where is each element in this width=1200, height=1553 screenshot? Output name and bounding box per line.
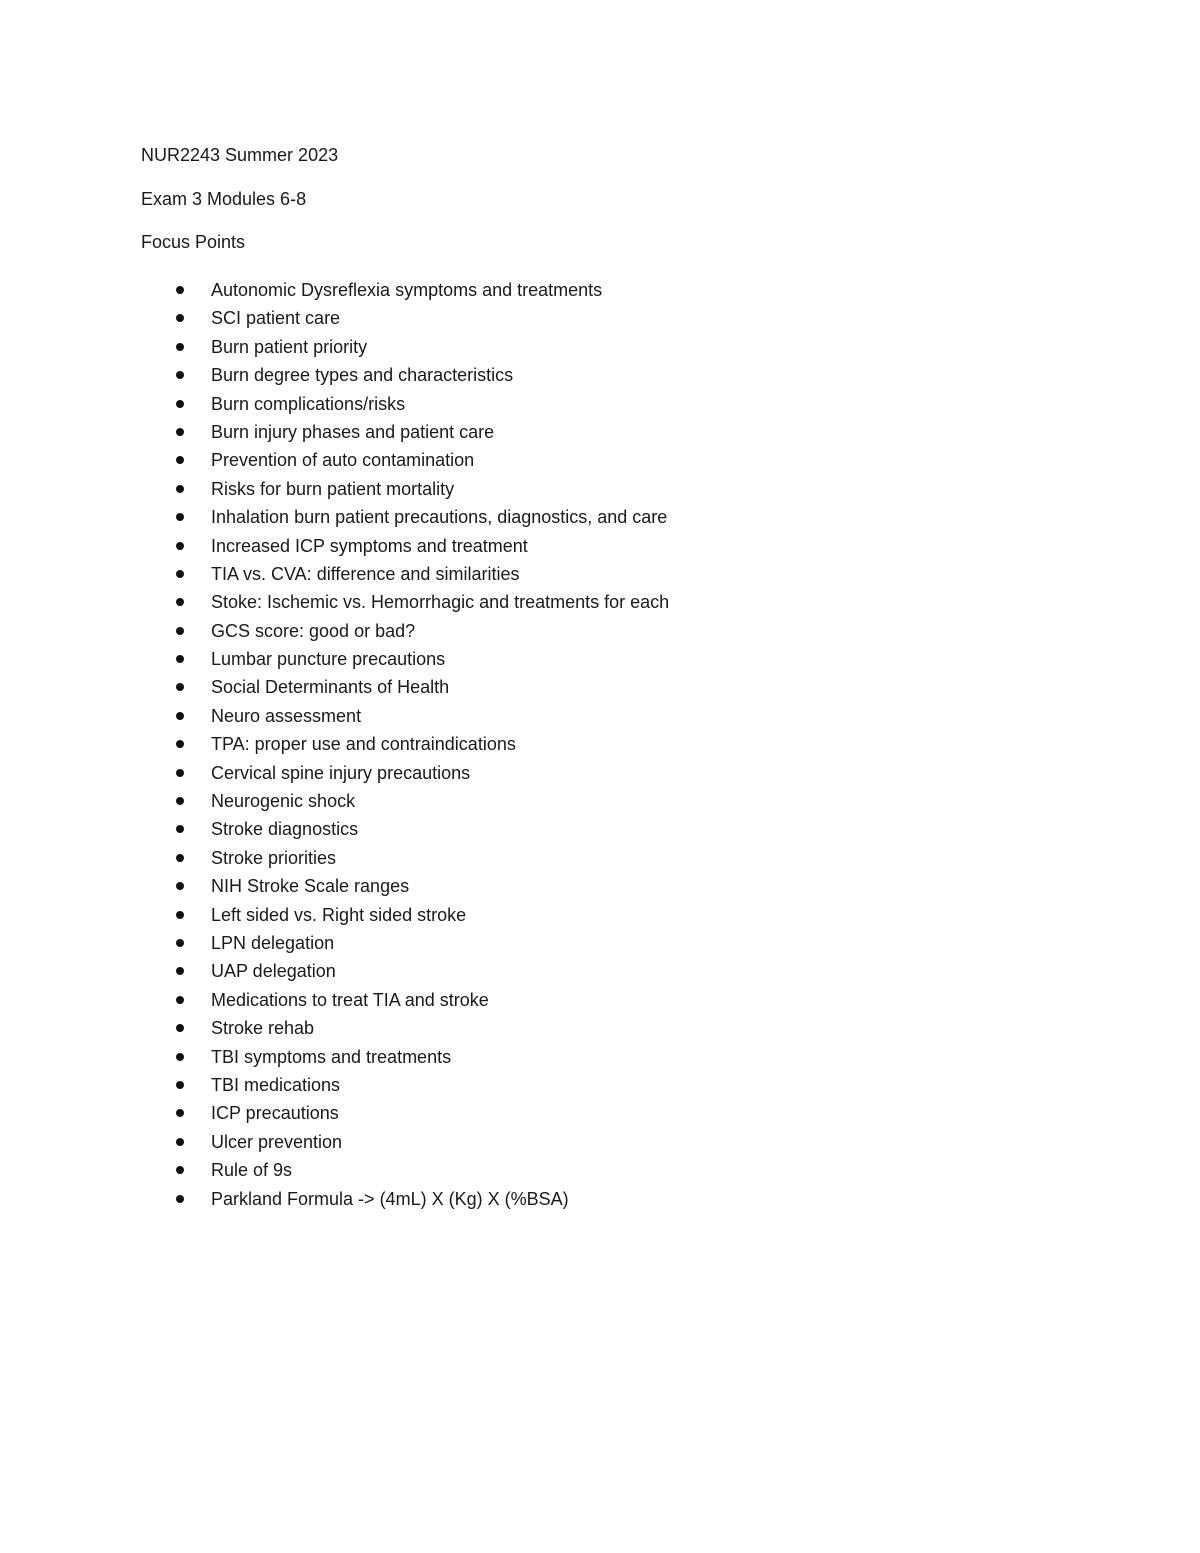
bullet-icon xyxy=(176,598,184,606)
list-item-text: NIH Stroke Scale ranges xyxy=(211,876,410,897)
bullet-icon xyxy=(176,740,184,748)
list-item-text: Rule of 9s xyxy=(211,1160,293,1181)
bullet-icon xyxy=(176,825,184,833)
list-item-text: TIA vs. CVA: difference and similarities xyxy=(211,563,520,584)
list-item-text: Neurogenic shock xyxy=(211,791,356,812)
bullet-icon xyxy=(176,371,184,379)
list-item-text: Burn injury phases and patient care xyxy=(211,421,495,442)
bullet-icon xyxy=(176,286,184,294)
list-item xyxy=(141,304,1061,332)
list-item-text: Burn degree types and characteristics xyxy=(211,365,514,386)
list-item-text: Burn complications/risks xyxy=(211,393,406,414)
list-item xyxy=(141,759,1061,787)
list-item-text: Social Determinants of Health xyxy=(211,677,450,698)
list-item-text: LPN delegation xyxy=(211,932,335,953)
bullet-icon xyxy=(176,967,184,975)
bullet-icon xyxy=(176,1109,184,1117)
list-item-text: GCS score: good or bad? xyxy=(211,620,416,641)
list-item-text: ICP precautions xyxy=(211,1103,339,1124)
list-item xyxy=(141,418,1061,446)
list-item-text: Risks for burn patient mortality xyxy=(211,478,455,499)
bullet-icon xyxy=(176,655,184,663)
list-item xyxy=(141,730,1061,758)
list-item xyxy=(141,815,1061,843)
list-item-text: Stroke diagnostics xyxy=(211,819,359,840)
bullet-icon xyxy=(176,712,184,720)
list-item-text: Inhalation burn patient precautions, diagnostics, and care xyxy=(211,507,668,528)
list-item xyxy=(141,361,1061,389)
bullet-icon xyxy=(176,769,184,777)
list-item-text: Lumbar puncture precautions xyxy=(211,649,446,670)
list-item-text: Left sided vs. Right sided stroke xyxy=(211,904,467,925)
list-item xyxy=(141,673,1061,701)
list-item xyxy=(141,617,1061,645)
bullet-icon xyxy=(176,485,184,493)
list-item-text: Increased ICP symptoms and treatment xyxy=(211,535,528,556)
list-item xyxy=(141,1014,1061,1042)
list-item xyxy=(141,475,1061,503)
list-item-text: Stroke rehab xyxy=(211,1018,315,1039)
bullet-icon xyxy=(176,343,184,351)
list-item xyxy=(141,532,1061,560)
list-item xyxy=(141,1156,1061,1184)
bullet-icon xyxy=(176,400,184,408)
list-item xyxy=(141,645,1061,673)
bullet-icon xyxy=(176,1166,184,1174)
bullet-icon xyxy=(176,882,184,890)
bullet-icon xyxy=(176,542,184,550)
list-item-text: Ulcer prevention xyxy=(211,1131,343,1152)
list-item-text: Stroke priorities xyxy=(211,847,337,868)
bullet-icon xyxy=(176,456,184,464)
list-item xyxy=(141,1128,1061,1156)
exam-title: Exam 3 Modules 6-8 xyxy=(141,188,307,209)
list-item xyxy=(141,446,1061,474)
list-item-text: TPA: proper use and contraindications xyxy=(211,734,516,755)
bullet-icon xyxy=(176,939,184,947)
bullet-icon xyxy=(176,627,184,635)
list-item-text: TBI medications xyxy=(211,1074,341,1095)
list-item xyxy=(141,901,1061,929)
bullet-icon xyxy=(176,1195,184,1203)
bullet-icon xyxy=(176,797,184,805)
list-item xyxy=(141,1043,1061,1071)
list-item-text: Burn patient priority xyxy=(211,336,368,357)
list-item xyxy=(141,929,1061,957)
bullet-icon xyxy=(176,1138,184,1146)
section-heading: Focus Points xyxy=(141,232,246,252)
bullet-icon xyxy=(176,314,184,322)
list-item xyxy=(141,560,1061,588)
list-item-text: Cervical spine injury precautions xyxy=(211,762,471,783)
list-item-text: Prevention of auto contamination xyxy=(211,450,475,471)
list-item-text: TBI symptoms and treatments xyxy=(211,1046,452,1067)
list-item-text: Neuro assessment xyxy=(211,705,362,726)
list-item xyxy=(141,844,1061,872)
list-item xyxy=(141,1185,1061,1213)
list-item xyxy=(141,390,1061,418)
list-item-text: SCI patient care xyxy=(211,308,341,329)
list-item xyxy=(141,1071,1061,1099)
bullet-icon xyxy=(176,570,184,578)
bullet-icon xyxy=(176,1024,184,1032)
list-item xyxy=(141,1099,1061,1127)
list-item xyxy=(141,957,1061,985)
bullet-icon xyxy=(176,1081,184,1089)
list-item-text: Parkland Formula -> (4mL) X (Kg) X (%BSA) xyxy=(211,1188,569,1209)
bullet-icon xyxy=(176,513,184,521)
bullet-icon xyxy=(176,683,184,691)
list-item xyxy=(141,276,1061,304)
list-item xyxy=(141,588,1061,616)
list-item xyxy=(141,333,1061,361)
focus-points-list xyxy=(141,276,1061,1213)
list-item-text: Stoke: Ischemic vs. Hemorrhagic and treatments for each xyxy=(211,592,670,613)
bullet-icon xyxy=(176,1053,184,1061)
list-item xyxy=(141,872,1061,900)
course-title: NUR2243 Summer 2023 xyxy=(141,145,339,165)
bullet-icon xyxy=(176,911,184,919)
list-item xyxy=(141,503,1061,531)
bullet-icon xyxy=(176,996,184,1004)
list-item-text: UAP delegation xyxy=(211,961,336,982)
list-item xyxy=(141,787,1061,815)
bullet-icon xyxy=(176,428,184,436)
list-item xyxy=(141,986,1061,1014)
list-item xyxy=(141,702,1061,730)
document-content xyxy=(141,144,1061,1213)
bullet-icon xyxy=(176,854,184,862)
list-item-text: Medications to treat TIA and stroke xyxy=(211,989,489,1010)
list-item-text: Autonomic Dysreflexia symptoms and treatments xyxy=(211,280,603,300)
